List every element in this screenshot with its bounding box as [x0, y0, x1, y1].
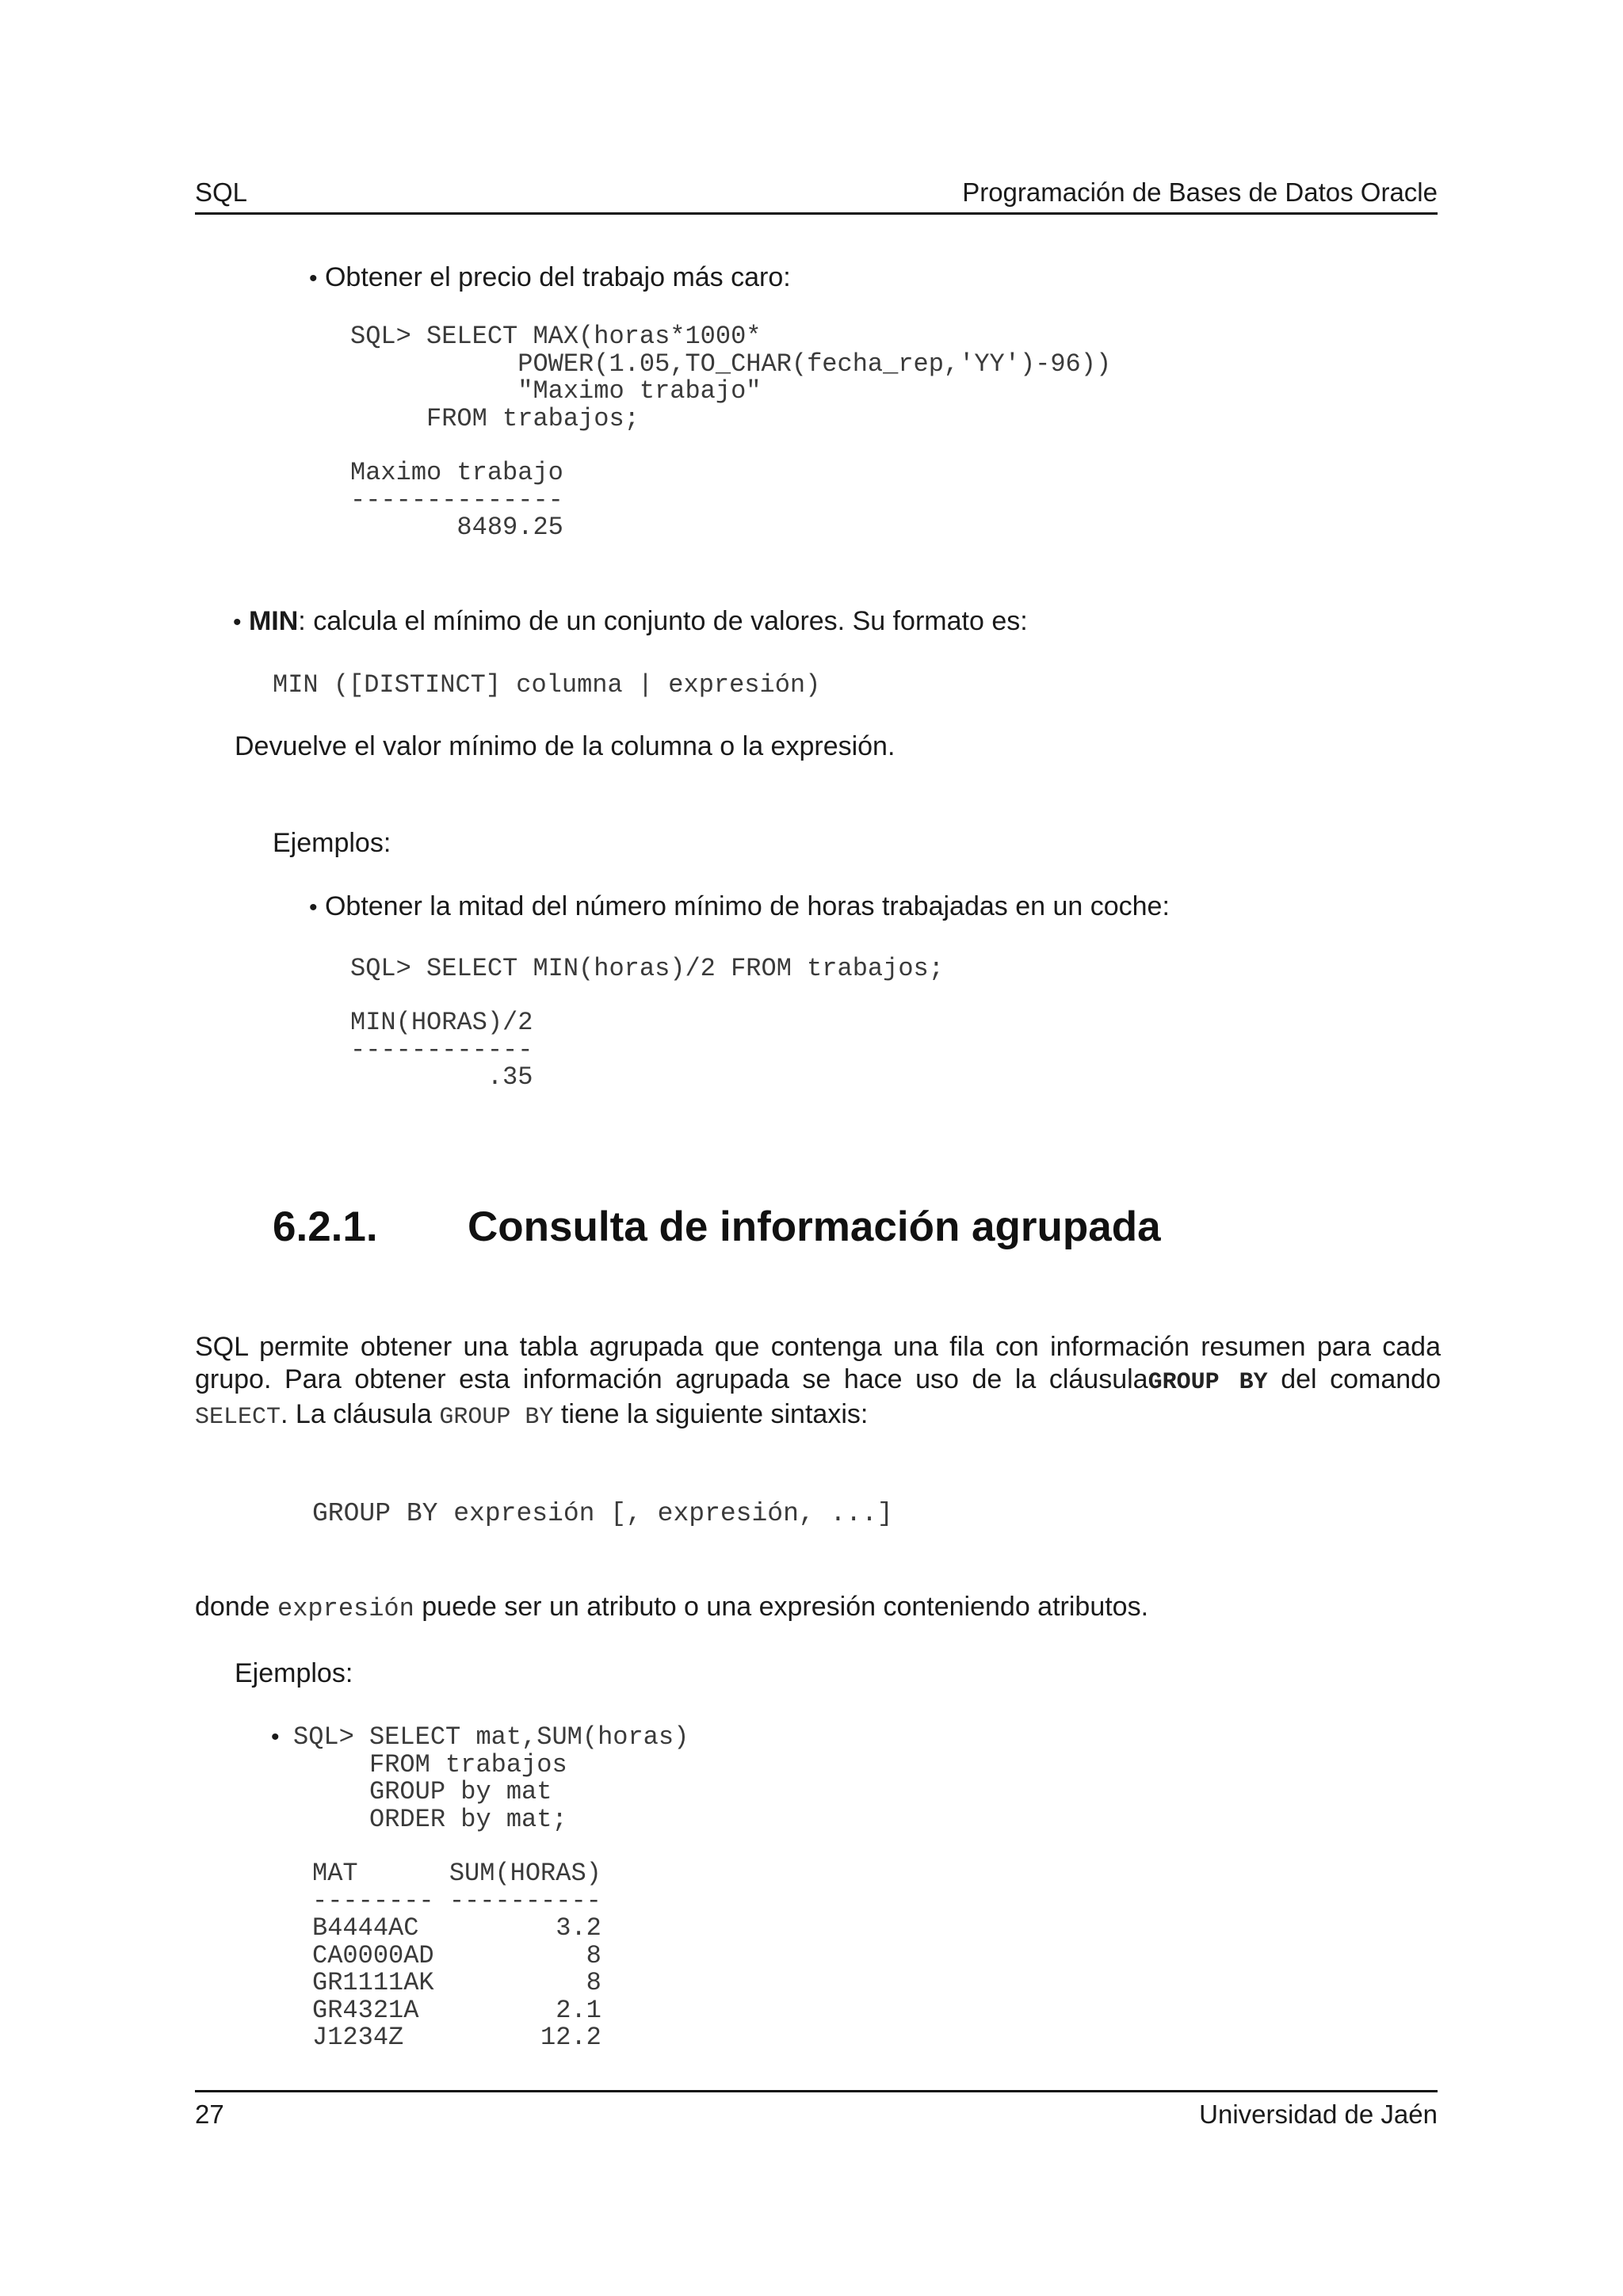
min-returns: Devuelve el valor mínimo de la columna o la expresión.	[235, 731, 896, 761]
group-by-text-4: tiene la siguiente sintaxis:	[553, 1399, 869, 1429]
min-definition	[233, 605, 1028, 639]
min-term: MIN	[248, 606, 299, 636]
footer-rule	[195, 2090, 1438, 2092]
min-example-item	[309, 891, 1170, 924]
select-keyword: SELECT	[195, 1404, 281, 1431]
group-by-result-table: MAT SUM(HORAS) -------- ---------- B4444AC 3.2 CA0000AD 8 GR1111AK 8 GR4321A 2.1 J1234Z 12.2	[312, 1859, 601, 2052]
min-example-code: SQL> SELECT MIN(horas)/2 FROM trabajos;	[350, 954, 944, 983]
group-by-where	[195, 1591, 1148, 1625]
header-rule	[195, 212, 1438, 215]
max-example-result: Maximo trabajo -------------- 8489.25	[350, 458, 563, 542]
group-by-syntax: GROUP BY expresión [, expresión, ...]	[312, 1499, 893, 1528]
group-by-example-code: SQL> SELECT mat,SUM(horas) FROM trabajos GROUP by mat ORDER by mat;	[293, 1722, 689, 1834]
group-by-paragraph	[195, 1331, 1441, 1434]
group-by-text-3: . La cláusula	[281, 1399, 440, 1429]
group-by-text-2: del comando	[1267, 1363, 1441, 1394]
group-by-text-1: SQL permite obtener una tabla agrupada que contenga una fila con información resumen para cada grupo. Para obtener esta información agrupada se hace uso de la cláusula	[195, 1332, 1441, 1394]
where-keyword: expresión	[277, 1594, 414, 1623]
page-number: 27	[195, 2100, 224, 2129]
min-description: : calcula el mínimo de un conjunto de valores. Su formato es:	[298, 606, 1028, 636]
section-number: 6.2.1.	[273, 1203, 378, 1250]
group-by-keyword: GROUP BY	[1148, 1368, 1268, 1396]
bullet-icon: •	[233, 609, 242, 635]
max-example-text: Obtener el precio del trabajo más caro:	[324, 262, 791, 292]
min-examples-label: Ejemplos:	[273, 828, 391, 858]
min-example-text: Obtener la mitad del número mínimo de horas trabajadas en un coche:	[324, 891, 1170, 921]
bullet-icon: •	[271, 1724, 280, 1750]
footer-right-title: Universidad de Jaén	[1199, 2100, 1438, 2129]
min-example-result: MIN(HORAS)/2 ------------ .35	[350, 1008, 533, 1092]
section-title: Consulta de información agrupada	[468, 1203, 1161, 1250]
where-text-1: donde	[195, 1592, 277, 1622]
max-example-code: SQL> SELECT MAX(horas*1000* POWER(1.05,TO_CHAR(fecha_rep,'YY')-96)) "Maximo trabajo" FROM trabajos;	[350, 322, 1112, 433]
bullet-icon: •	[309, 894, 318, 921]
header-right-title: Programación de Bases de Datos Oracle	[962, 177, 1438, 207]
min-syntax: MIN ([DISTINCT] columna | expresión)	[273, 670, 821, 700]
where-text-2: puede ser un atributo o una expresión conteniendo atributos.	[414, 1592, 1149, 1622]
bullet-icon: •	[309, 265, 318, 292]
max-example-item	[309, 261, 791, 295]
group-by-keyword-2: GROUP BY	[439, 1404, 554, 1431]
header-left-title: SQL	[195, 177, 248, 207]
group-by-examples-label: Ejemplos:	[235, 1658, 353, 1688]
